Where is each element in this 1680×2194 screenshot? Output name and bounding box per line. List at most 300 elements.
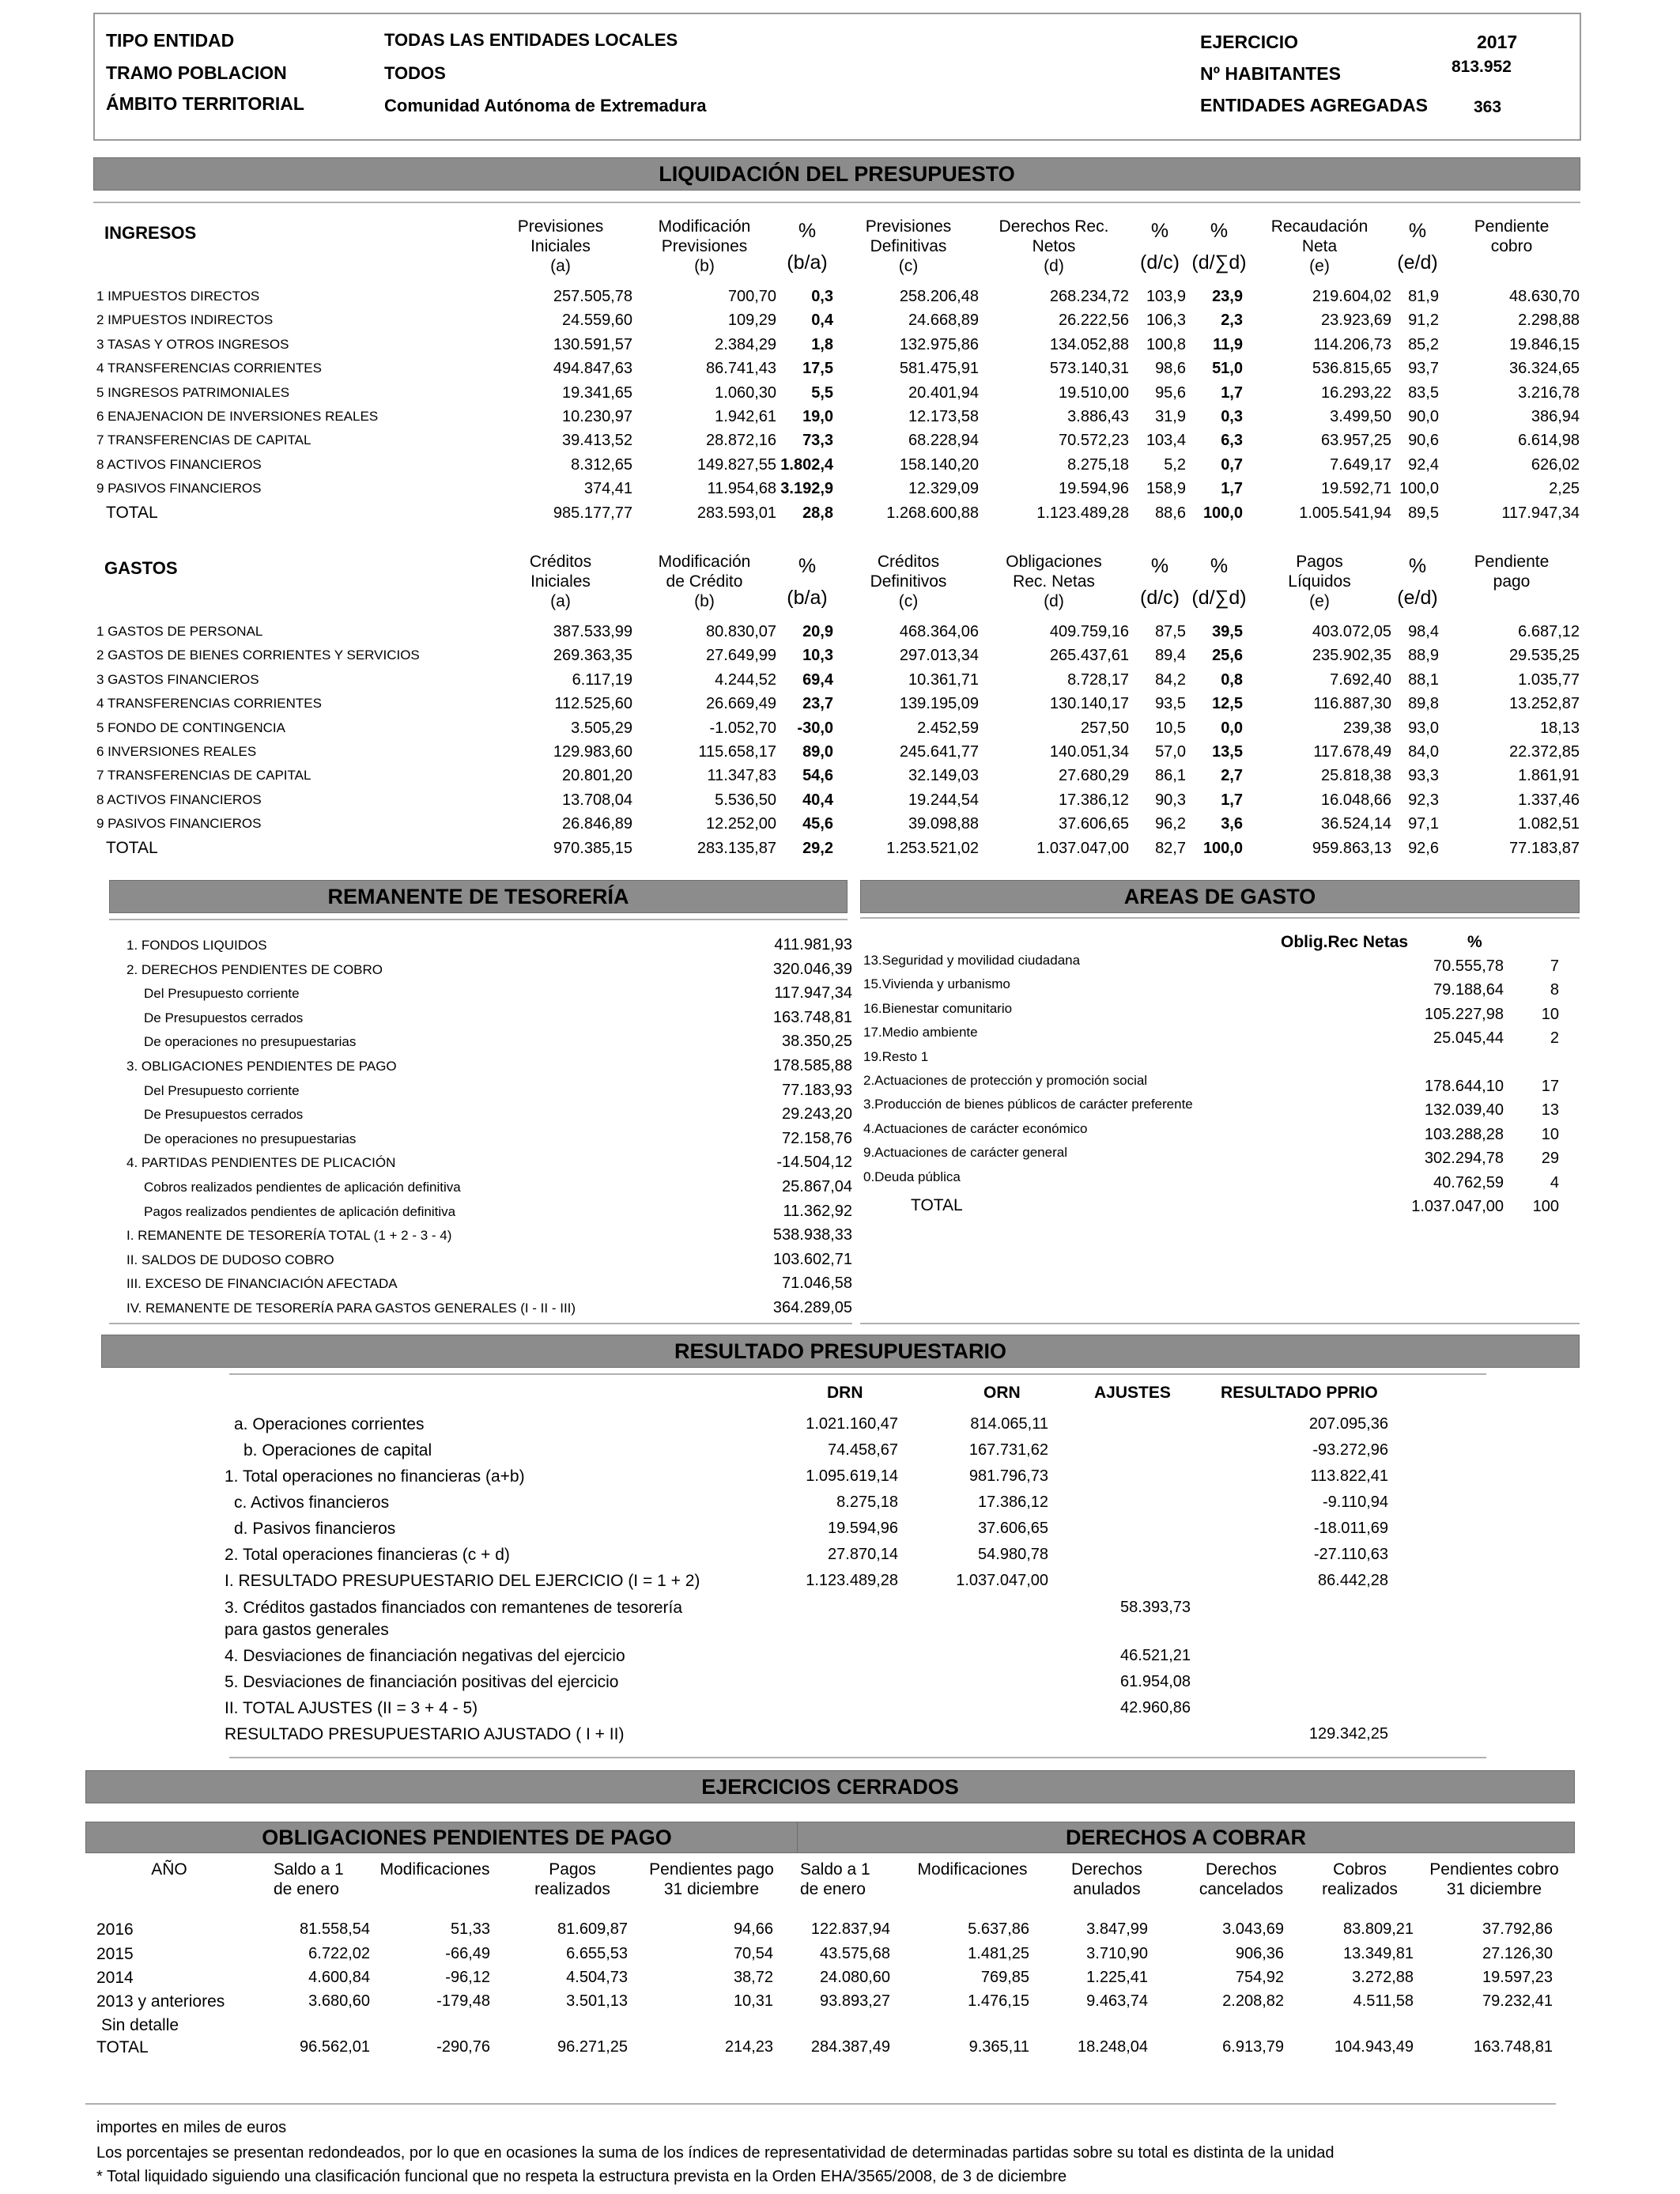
ingresos-row-value: 132.975,86 — [899, 335, 979, 353]
resultado-row-label: 1. Total operaciones no financieras (a+b) — [225, 1467, 525, 1486]
gastos-row-value: 5.536,50 — [715, 791, 776, 809]
resultado-row-label: 3. Créditos gastados financiados con remantenes de tesorería — [225, 1599, 683, 1617]
areas-row-pct: 17 — [1541, 1077, 1559, 1095]
areas-row-pct: 7 — [1550, 957, 1559, 975]
ingresos-row-value: 86.741,43 — [706, 360, 776, 378]
ingresos-row-value: 1,7 — [1221, 383, 1243, 402]
cerrados-row-value: 96.271,25 — [557, 2038, 628, 2056]
ingresos-row-value: 23.923,69 — [1321, 312, 1391, 330]
gastos-row-value: 77.183,87 — [1509, 839, 1580, 857]
gastos-row-value: 8.728,17 — [1067, 670, 1129, 689]
divider — [229, 1757, 1486, 1758]
gastos-row-value: 23,7 — [802, 695, 833, 713]
resultado-row-label-cont: para gastos generales — [225, 1621, 389, 1639]
areas-col-oblig: Oblig.Rec Netas — [1281, 933, 1409, 951]
remanente-row — [125, 959, 852, 984]
ingresos-header-9: Pendiente cobro — [1474, 217, 1550, 255]
areas-row — [863, 1025, 1575, 1048]
cerrados-row-value: 3.272,88 — [1352, 1969, 1414, 1986]
divider — [860, 917, 1580, 919]
ingresos-row-value: 1.123.489,28 — [1036, 504, 1129, 522]
gastos-table — [93, 547, 1580, 860]
cerrados-header-6: Modificaciones — [917, 1860, 1028, 1879]
ingresos-row-value: 573.140,31 — [1049, 360, 1129, 378]
ingresos-table — [93, 212, 1580, 525]
gastos-row-value: 4.244,52 — [715, 670, 776, 689]
remanente-row-value: 103.602,71 — [772, 1250, 852, 1268]
gastos-row-value: 1.082,51 — [1518, 815, 1580, 833]
cerrados-row-value: 769,85 — [980, 1969, 1029, 1986]
resultado-row-resultado: 113.822,41 — [1310, 1467, 1388, 1485]
ingresos-row-value: 7.649,17 — [1330, 455, 1391, 474]
cerrados-row-value: 122.837,94 — [810, 1920, 890, 1938]
ingresos-row-value: 16.293,22 — [1321, 383, 1391, 402]
cerrados-row-value: 81.609,87 — [557, 1920, 628, 1938]
ingresos-row-value: 536.815,65 — [1312, 360, 1391, 378]
cerrados-row-value: 37.792,86 — [1482, 1920, 1553, 1938]
ingresos-row-value: 0,7 — [1221, 455, 1243, 474]
footer-note-functional: * Total liquidado siguiendo una clasificación funcional que no respeta la estructura prevista en la Orden EHA/3565/2008, de 3 de diciembre — [96, 2168, 1067, 2185]
gastos-row-value: 17.386,12 — [1059, 791, 1129, 809]
ingresos-header-6: % (d/∑d) — [1191, 220, 1247, 274]
gastos-row-value: 257,50 — [1080, 719, 1129, 737]
ingresos-row-value: 258.206,48 — [899, 288, 979, 305]
gastos-row-value: 13.252,87 — [1509, 695, 1580, 713]
ingresos-row-value: 5,5 — [811, 383, 833, 402]
resultado-row-label: b. Operaciones de capital — [244, 1441, 432, 1460]
ingresos-row-value: 24.559,60 — [562, 312, 632, 330]
remanente-row — [125, 1152, 852, 1176]
resultado-row-resultado: -93.272,96 — [1312, 1441, 1388, 1459]
ingresos-header-2: % (b/a) — [787, 220, 828, 274]
gastos-header-0: Créditos Iniciales (a) — [529, 553, 592, 610]
resultado-row-drn: 1.123.489,28 — [806, 1572, 898, 1589]
cerrados-row-value: 906,36 — [1235, 1945, 1284, 1962]
gastos-header-5: % (d/c) — [1140, 555, 1180, 609]
ingresos-row-value: 2.384,29 — [715, 335, 776, 353]
cerrados-header-9: Cobros realizados — [1322, 1860, 1398, 1898]
resultado-header-ajustes: AJUSTES — [1094, 1384, 1171, 1402]
gastos-row-value: 86,1 — [1155, 767, 1186, 785]
gastos-row-value: 10,3 — [802, 647, 833, 665]
ingresos-row-value: 283.593,01 — [697, 504, 776, 522]
gastos-title: GASTOS — [104, 558, 178, 578]
resultado-row-orn: 814.065,11 — [970, 1415, 1048, 1433]
areas-row-value: 103.288,28 — [1424, 1125, 1504, 1143]
resultado-row-label: c. Activos financieros — [234, 1494, 390, 1512]
gastos-row-value: 245.641,77 — [899, 742, 979, 761]
gastos-row-value: 265.437,61 — [1049, 647, 1129, 665]
gastos-row-value: 93,0 — [1408, 719, 1439, 737]
resultado-row-orn: 1.037.047,00 — [956, 1572, 1048, 1589]
ingresos-row-value: 1.060,30 — [715, 383, 776, 402]
remanente-row — [125, 1128, 852, 1153]
cerrados-title: EJERCICIOS CERRADOS — [701, 1775, 959, 1799]
cerrados-row-value: 4.504,73 — [566, 1969, 628, 1986]
gastos-row-value: -1.052,70 — [709, 719, 776, 737]
remanente-row — [125, 1249, 852, 1274]
ingresos-row-value: 1.268.600,88 — [886, 504, 979, 522]
ingresos-row-value: 95,6 — [1155, 383, 1186, 402]
liquidacion-title-bar — [93, 157, 1580, 191]
resultado-row-drn: 27.870,14 — [828, 1546, 898, 1563]
gastos-row-value: 13.708,04 — [562, 791, 632, 809]
gastos-row-value: 84,2 — [1155, 670, 1186, 689]
ingresos-row-value: 158,9 — [1146, 480, 1186, 498]
ingresos-row-value: 626,02 — [1531, 455, 1580, 474]
divider — [93, 202, 1580, 203]
cerrados-row-value: 5.637,86 — [968, 1920, 1029, 1938]
remanente-row-label: II. SALDOS DE DUDOSO COBRO — [126, 1252, 334, 1267]
cerrados-row-value: 51,33 — [450, 1920, 490, 1938]
cerrados-row-value: 70,54 — [733, 1945, 773, 1962]
cerrados-row-value: 19.597,23 — [1482, 1969, 1553, 1986]
obligaciones-title: OBLIGACIONES PENDIENTES DE PAGO — [262, 1826, 672, 1849]
ingresos-row-label: 9 PASIVOS FINANCIEROS — [96, 481, 262, 497]
remanente-row-value: 38.350,25 — [782, 1033, 852, 1051]
gastos-row-value: 16.048,66 — [1321, 791, 1391, 809]
areas-row — [863, 976, 1575, 1000]
ingresos-row-value: 70.572,23 — [1059, 432, 1129, 450]
ingresos-header-5: % (d/c) — [1140, 220, 1180, 274]
ingresos-row-value: 81,9 — [1408, 288, 1439, 305]
ingresos-row-value: 386,94 — [1531, 407, 1580, 425]
derechos-title: DERECHOS A COBRAR — [1065, 1826, 1306, 1849]
ingresos-header-8: % (e/d) — [1397, 220, 1438, 274]
remanente-row-value: 11.362,92 — [783, 1202, 852, 1220]
gastos-row-label: 9 PASIVOS FINANCIEROS — [96, 816, 262, 832]
gastos-header-3: Créditos Definitivos (c) — [870, 553, 947, 610]
gastos-row-value: 89,4 — [1155, 647, 1186, 665]
areas-row-pct: 4 — [1550, 1173, 1559, 1191]
gastos-row-value: 0,0 — [1221, 719, 1243, 737]
ingresos-row-value: 31,9 — [1155, 407, 1186, 425]
areas-row — [863, 1001, 1575, 1025]
remanente-row-label: Pagos realizados pendientes de aplicación definitiva — [144, 1203, 456, 1219]
areas-row — [863, 1169, 1575, 1193]
remanente-title: REMANENTE DE TESORERÍA — [327, 885, 629, 908]
areas-row-pct: 10 — [1541, 1005, 1559, 1023]
remanente-row-label: 4. PARTIDAS PENDIENTES DE PLICACIÓN — [126, 1155, 396, 1171]
resultado-row-orn: 17.386,12 — [978, 1494, 1048, 1511]
ingresos-row-label: 8 ACTIVOS FINANCIEROS — [96, 456, 262, 472]
remanente-row — [125, 1055, 852, 1080]
cerrados-row-year: 2016 — [96, 1920, 134, 1939]
ingresos-row-value: 73,3 — [802, 432, 833, 450]
gastos-row-value: 1.037.047,00 — [1036, 839, 1129, 857]
remanente-row-value: 364.289,05 — [772, 1298, 852, 1316]
gastos-row-value: 93,3 — [1408, 767, 1439, 785]
areas-row-label: 15.Vivienda y urbanismo — [863, 976, 1010, 992]
gastos-row-label: 7 TRANSFERENCIAS DE CAPITAL — [96, 768, 311, 784]
cerrados-header-7: Derechos anulados — [1071, 1860, 1142, 1898]
cerrados-row-value: 284.387,49 — [810, 2038, 890, 2056]
ingresos-row-value: 0,3 — [1221, 407, 1243, 425]
gastos-header-8: % (e/d) — [1397, 555, 1438, 609]
tipo-entidad-label: TIPO ENTIDAD — [106, 30, 235, 51]
gastos-row-value: 89,0 — [802, 742, 833, 761]
ambito-label: ÁMBITO TERRITORIAL — [106, 93, 304, 114]
ingresos-row-value: 19.341,65 — [562, 383, 632, 402]
gastos-row-value: 1.035,77 — [1518, 670, 1580, 689]
cerrados-row-value: 3.680,60 — [308, 1992, 370, 2010]
ingresos-row-value: 12.329,09 — [908, 480, 979, 498]
remanente-row-label: III. EXCESO DE FINANCIACIÓN AFECTADA — [126, 1276, 398, 1292]
remanente-row — [125, 1297, 852, 1322]
ingresos-row-label: 4 TRANSFERENCIAS CORRIENTES — [96, 361, 322, 376]
ingresos-row-value: 1.005.541,94 — [1299, 504, 1391, 522]
resultado-row-drn: 1.021.160,47 — [806, 1415, 898, 1433]
remanente-row-value: 77.183,93 — [782, 1081, 852, 1099]
gastos-row-label: TOTAL — [106, 838, 158, 857]
tramo-value: TODOS — [384, 63, 446, 83]
cerrados-header-3: Pagos realizados — [534, 1860, 610, 1898]
gastos-row-value: 139.195,09 — [899, 695, 979, 713]
remanente-row — [125, 1176, 852, 1201]
areas-row-pct: 100 — [1532, 1197, 1559, 1215]
cerrados-row-value: 1.481,25 — [968, 1945, 1029, 1962]
ingresos-row-label: 2 IMPUESTOS INDIRECTOS — [96, 312, 274, 328]
ejercicio-label: EJERCICIO — [1200, 32, 1298, 52]
areas-row-label: TOTAL — [911, 1195, 963, 1214]
ingresos-row-value: 11,9 — [1213, 335, 1243, 353]
remanente-row — [125, 1080, 852, 1105]
ingresos-header-4: Derechos Rec. Netos (d) — [999, 217, 1109, 275]
remanente-row — [125, 1031, 852, 1055]
remanente-row-value: 163.748,81 — [772, 1008, 852, 1026]
ingresos-row-value: 39.413,52 — [562, 432, 632, 450]
remanente-row — [125, 1225, 852, 1249]
cerrados-row-value: 43.575,68 — [820, 1945, 890, 1962]
resultado-row-label: 5. Desviaciones de financiación positivas del ejercicio — [225, 1673, 619, 1691]
areas-col-pct: % — [1467, 933, 1482, 951]
divider — [109, 1323, 852, 1324]
ingresos-row-value: 149.827,55 — [697, 455, 776, 474]
ingresos-row-value: 581.475,91 — [899, 360, 979, 378]
resultado-row-label: d. Pasivos financieros — [234, 1520, 396, 1538]
gastos-row-value: 117.678,49 — [1313, 742, 1391, 761]
gastos-row-value: 29.535,25 — [1509, 647, 1580, 665]
ingresos-row-label: 3 TASAS Y OTROS INGRESOS — [96, 336, 289, 352]
remanente-row-label: 2. DERECHOS PENDIENTES DE COBRO — [126, 961, 383, 977]
remanente-row-label: De Presupuestos cerrados — [144, 1107, 304, 1123]
areas-title: AREAS DE GASTO — [1123, 885, 1316, 908]
resultado-row-drn: 19.594,96 — [828, 1520, 898, 1537]
ingresos-row-value: 219.604,02 — [1312, 288, 1391, 305]
areas-row-value: 25.045,44 — [1433, 1029, 1504, 1048]
resultado-row-label: I. RESULTADO PRESUPUESTARIO DEL EJERCICIO (I = 1 + 2) — [225, 1572, 700, 1590]
ingresos-row-value: 28.872,16 — [706, 432, 776, 450]
cerrados-title-bar — [85, 1770, 1575, 1803]
ingresos-row-value: 2,3 — [1221, 312, 1243, 330]
areas-row — [863, 1193, 1575, 1217]
gastos-row-value: 116.887,30 — [1313, 695, 1391, 713]
remanente-row-label: De operaciones no presupuestarias — [144, 1131, 357, 1146]
gastos-row-value: 40,4 — [802, 791, 833, 809]
cerrados-row-value: 2.208,82 — [1222, 1992, 1284, 2010]
tipo-entidad-value: TODAS LAS ENTIDADES LOCALES — [384, 30, 678, 50]
resultado-row-drn: 8.275,18 — [836, 1494, 898, 1511]
resultado-row-resultado: -9.110,94 — [1322, 1494, 1388, 1511]
gastos-row-value: 88,1 — [1408, 670, 1439, 689]
divider — [109, 919, 848, 920]
resultado-title-bar — [101, 1335, 1580, 1368]
cerrados-table — [0, 1860, 1680, 2073]
ingresos-row-value: 494.847,63 — [553, 360, 632, 378]
resultado-row-ajustes: 58.393,73 — [1120, 1599, 1191, 1616]
ingresos-row-value: 103,9 — [1146, 288, 1186, 305]
gastos-row-value: 80.830,07 — [706, 623, 776, 640]
cerrados-header-4: Pendientes pago 31 diciembre — [649, 1860, 774, 1898]
areas-row-label: 13.Seguridad y movilidad ciudadana — [863, 953, 1081, 968]
remanente-row-label: De Presupuestos cerrados — [144, 1010, 304, 1025]
gastos-row-value: 0,8 — [1221, 670, 1243, 689]
ingresos-row-value: 17,5 — [802, 360, 833, 378]
gastos-row-value: 2,7 — [1221, 767, 1243, 785]
ingresos-row-value: 130.591,57 — [553, 335, 632, 353]
ingresos-header-1: Modificación Previsiones (b) — [658, 217, 751, 275]
gastos-row-value: 19.244,54 — [908, 791, 979, 809]
ejercicio-value: 2017 — [1477, 32, 1518, 52]
resultado-header-orn: ORN — [983, 1384, 1021, 1402]
divider — [860, 1323, 1580, 1324]
gastos-header-7: Pagos Líquidos (e) — [1288, 553, 1351, 610]
gastos-row-value: 39,5 — [1212, 623, 1243, 640]
gastos-row-value: 959.863,13 — [1312, 839, 1391, 857]
cerrados-row-value: 1.225,41 — [1086, 1969, 1148, 1986]
habitantes-value: 813.952 — [1452, 58, 1512, 76]
ingresos-row-value: 158.140,20 — [899, 455, 979, 474]
remanente-row — [125, 1104, 852, 1128]
resultado-row-resultado: 86.442,28 — [1318, 1572, 1388, 1589]
ingresos-row-value: 100,0 — [1202, 504, 1243, 522]
areas-row-pct: 13 — [1541, 1101, 1559, 1120]
cerrados-row-value: 3.710,90 — [1086, 1945, 1148, 1962]
gastos-row-value: 25,6 — [1212, 647, 1243, 665]
gastos-row-value: 112.525,60 — [554, 695, 632, 713]
cerrados-row-value: 214,23 — [724, 2038, 773, 2056]
remanente-row — [125, 1201, 852, 1225]
gastos-row-value: 22.372,85 — [1509, 742, 1580, 761]
resultado-header-resultado: RESULTADO PPRIO — [1221, 1384, 1378, 1402]
cerrados-header-10: Pendientes cobro 31 diciembre — [1429, 1860, 1559, 1898]
areas-row-value: 1.037.047,00 — [1411, 1197, 1504, 1215]
resultado-row-drn: 74.458,67 — [828, 1441, 898, 1459]
gastos-row-value: 45,6 — [802, 815, 833, 833]
gastos-row-value: 18,13 — [1539, 719, 1580, 737]
remanente-row-value: 25.867,04 — [782, 1177, 852, 1195]
gastos-row-value: 97,1 — [1408, 815, 1439, 833]
ingresos-row-label: 7 TRANSFERENCIAS DE CAPITAL — [96, 432, 311, 448]
ambito-value: Comunidad Autónoma de Extremadura — [384, 96, 707, 115]
ingresos-row-value: 89,5 — [1408, 504, 1439, 522]
gastos-row-value: 89,8 — [1408, 695, 1439, 713]
remanente-row-label: Del Presupuesto corriente — [144, 986, 300, 1002]
cerrados-row-value: 6.655,53 — [566, 1945, 628, 1962]
ingresos-row-value: 10.230,97 — [562, 407, 632, 425]
gastos-row-value: 403.072,05 — [1312, 623, 1391, 640]
cerrados-row-year: 2015 — [96, 1945, 134, 1963]
ingresos-row-value: 3.499,50 — [1330, 407, 1391, 425]
areas-list — [863, 953, 1575, 1217]
resultado-row-resultado: 129.342,25 — [1308, 1725, 1388, 1743]
ingresos-row-value: 19.510,00 — [1059, 383, 1129, 402]
ingresos-row-value: 28,8 — [802, 504, 833, 522]
cerrados-row-value: 96.562,01 — [300, 2038, 370, 2056]
areas-row-label: 9.Actuaciones de carácter general — [863, 1145, 1067, 1161]
ingresos-row-value: 36.324,65 — [1509, 360, 1580, 378]
gastos-row-value: 3,6 — [1221, 815, 1243, 833]
gastos-row-value: 10.361,71 — [908, 670, 979, 689]
gastos-row-label: 8 ACTIVOS FINANCIEROS — [96, 791, 262, 807]
remanente-row — [125, 935, 852, 959]
areas-row-pct: 8 — [1550, 981, 1559, 999]
cerrados-row-value: -179,48 — [436, 1992, 490, 2010]
remanente-row-value: 72.158,76 — [782, 1129, 852, 1147]
ingresos-row-value: 257.505,78 — [553, 288, 632, 305]
gastos-header-9: Pendiente pago — [1474, 553, 1550, 591]
areas-row-value: 105.227,98 — [1424, 1005, 1504, 1023]
cerrados-header-1: Saldo a 1 de enero — [274, 1860, 344, 1898]
cerrados-row-value: -96,12 — [445, 1969, 490, 1986]
ingresos-row-value: 103,4 — [1146, 432, 1186, 450]
gastos-header-1: Modificación de Crédito (b) — [658, 553, 751, 610]
ingresos-title: INGRESOS — [104, 223, 197, 243]
areas-title-bar — [860, 880, 1580, 913]
remanente-row — [125, 983, 852, 1007]
ingresos-row-value: 268.234,72 — [1049, 288, 1129, 305]
divider — [85, 2103, 1556, 2105]
gastos-row-value: 468.364,06 — [899, 623, 979, 640]
ingresos-row-value: 100,8 — [1146, 335, 1186, 353]
footer-note-rounding: Los porcentajes se presentan redondeados, por lo que en ocasiones la suma de los índices de representatividad de determinadas partidas sobre su total es distinta de la unidad — [96, 2144, 1335, 2162]
divider — [229, 1373, 1486, 1375]
remanente-list — [125, 935, 852, 1322]
gastos-row-value: 1.337,46 — [1518, 791, 1580, 809]
ingresos-row-value: 6.614,98 — [1518, 432, 1580, 450]
ingresos-row-value: 0,3 — [811, 288, 833, 305]
entidades-label: ENTIDADES AGREGADAS — [1200, 95, 1428, 115]
ingresos-row-value: 8.312,65 — [571, 455, 632, 474]
gastos-row-value: 235.902,35 — [1312, 647, 1391, 665]
gastos-row-value: 27.649,99 — [706, 647, 776, 665]
cerrados-row-value: 6.913,79 — [1222, 2038, 1284, 2056]
remanente-row-label: 1. FONDOS LIQUIDOS — [126, 938, 267, 953]
ingresos-row-value: 1,7 — [1221, 480, 1243, 498]
header-box — [93, 13, 1581, 141]
gastos-row-value: 90,3 — [1155, 791, 1186, 809]
ingresos-row-value: 83,5 — [1408, 383, 1439, 402]
ingresos-row-label: 5 INGRESOS PATRIMONIALES — [96, 384, 290, 400]
gastos-row-value: 98,4 — [1408, 623, 1439, 640]
areas-row-label: 19.Resto 1 — [863, 1048, 929, 1064]
cerrados-row-value: 27.126,30 — [1482, 1945, 1553, 1962]
ingresos-row-value: 3.192,9 — [780, 480, 833, 498]
ingresos-row-value: 20.401,94 — [908, 383, 979, 402]
remanente-row-label: Cobros realizados pendientes de aplicación definitiva — [144, 1179, 461, 1195]
gastos-row-value: 26.846,89 — [562, 815, 632, 833]
ingresos-row-value: 92,4 — [1408, 455, 1439, 474]
cerrados-row-value: 13.349,81 — [1343, 1945, 1414, 1962]
ingresos-row-value: 12.173,58 — [908, 407, 979, 425]
gastos-row-value: 129.983,60 — [553, 742, 632, 761]
gastos-row-value: 269.363,35 — [553, 647, 632, 665]
ingresos-row-value: 8.275,18 — [1067, 455, 1129, 474]
gastos-row-value: 2.452,59 — [917, 719, 979, 737]
areas-row-value: 79.188,64 — [1433, 981, 1504, 999]
gastos-row-value: 3.505,29 — [571, 719, 632, 737]
derechos-title-bar — [797, 1822, 1575, 1853]
